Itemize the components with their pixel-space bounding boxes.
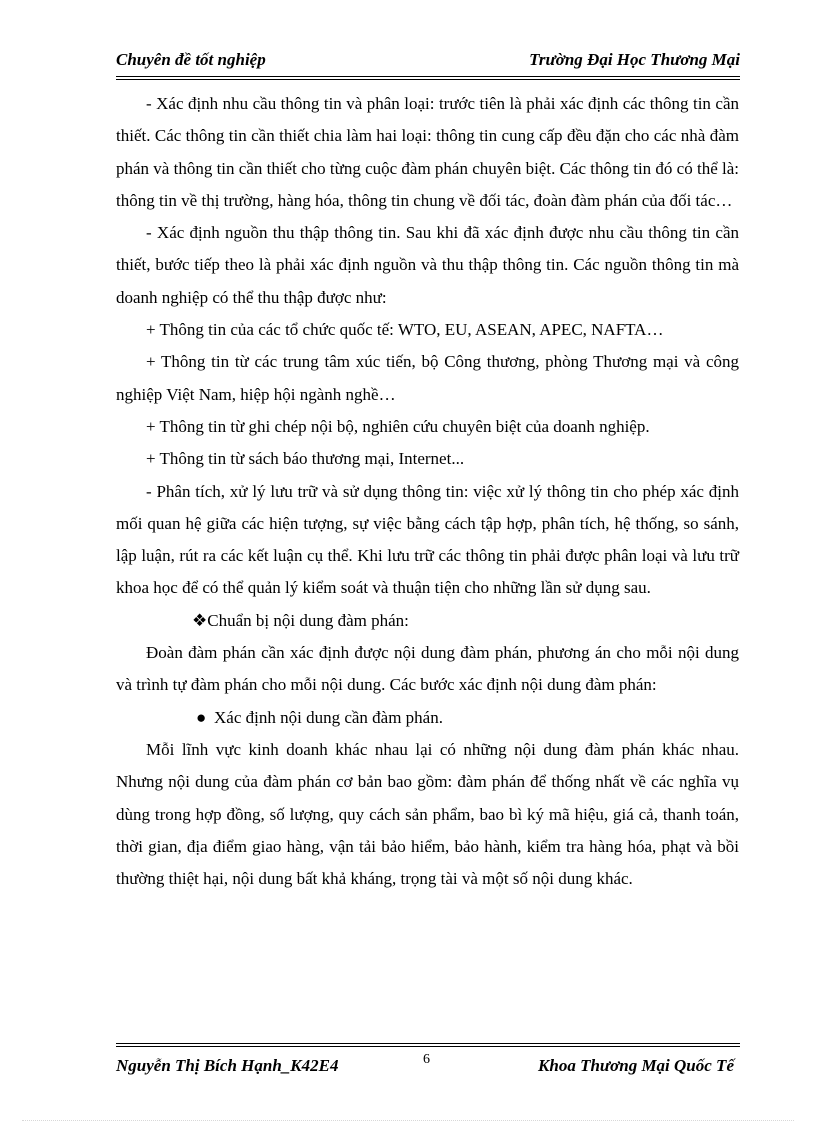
page-header: [116, 50, 740, 74]
header-rule: [116, 76, 740, 80]
paragraph: + Thông tin từ sách báo thương mại, Internet...: [146, 449, 465, 469]
page-edge-dotted-line: [22, 1120, 794, 1121]
paragraph: + Thông tin từ các trung tâm xúc tiến, bộ Công thương, phòng Thương mại và công nghiệp Việt Nam, hiệp hội ngành nghề…: [116, 352, 739, 404]
paragraph: - Xác định nhu cầu thông tin và phân loại: trước tiên là phải xác định các thông tin cần thiết. Các thông tin cần thiết chia làm hai loại: thông tin cung cấp đều đặn cho các nhà đàm phán và thông tin cần thiết cho từng cuộc đàm phán chuyên biệt. Các thông tin đó có thể là: thông tin về thị trường, hàng hóa, thông tin chung về đối tác, đoàn đàm phán của đối tác…: [116, 94, 739, 210]
paragraph: - Xác định nguồn thu thập thông tin. Sau khi đã xác định được nhu cầu thông tin cần thiết, bước tiếp theo là phải xác định nguồn và thu thập thông tin. Các nguồn thông tin mà doanh nghiệp có thể thu thập được như:: [116, 223, 739, 307]
header-right-title: Trường Đại Học Thương Mại: [529, 50, 740, 69]
paragraph: Mỗi lĩnh vực kinh doanh khác nhau lại có những nội dung đàm phán khác nhau. Nhưng nội dung của đàm phán cơ bản bao gồm: đàm phán để thống nhất về các nghĩa vụ dùng trong hợp đồng, số lượng, quy cách sản phẩm, bao bì ký mã hiệu, giá cả, thanh toán, thời gian, địa điểm giao hàng, vận tải bảo hiểm, bảo hành, kiểm tra hàng hóa, phạt và bồi thường thiệt hại, nội dung bất khả kháng, trọng tài và một số nội dung khác.: [116, 739, 739, 889]
bullet-dot-icon: ●: [196, 707, 207, 727]
paragraph: - Phân tích, xử lý lưu trữ và sử dụng thông tin: việc xử lý thông tin cho phép xác định mối quan hệ giữa các hiện tượng, sự việc bằng cách tập hợp, phân tích, hệ thống, so sánh, lập luận, rút ra các kết luận cụ thể. Khi lưu trữ các thông tin phải được phân loại và lưu trữ khoa học để có thể quản lý kiểm soát và thuận tiện cho những lần sử dụng sau.: [116, 481, 739, 598]
page-number: 6: [423, 1052, 430, 1067]
page-footer: [116, 1052, 740, 1076]
paragraph: + Thông tin của các tổ chức quốc tế: WTO, EU, ASEAN, APEC, NAFTA…: [146, 320, 664, 340]
bullet-item: [116, 702, 739, 734]
footer-author: Nguyễn Thị Bích Hạnh_K42E4: [116, 1056, 339, 1075]
bullet-text: Xác định nội dung cần đàm phán.: [214, 707, 443, 727]
paragraph: + Thông tin từ ghi chép nội bộ, nghiên cứu chuyên biệt của doanh nghiệp.: [146, 416, 650, 436]
footer-rule: [116, 1043, 740, 1047]
header-left-title: Chuyên đề tốt nghiệp: [116, 50, 266, 69]
footer-department: Khoa Thương Mại Quốc Tế: [538, 1056, 734, 1075]
page-body: [116, 88, 739, 895]
paragraph: Đoàn đàm phán cần xác định được nội dung đàm phán, phương án cho mỗi nội dung và trình tự đàm phán cho mỗi nội dung. Các bước xác định nội dung đàm phán:: [116, 643, 739, 695]
section-subheading: ❖Chuẩn bị nội dung đàm phán:: [192, 610, 409, 630]
